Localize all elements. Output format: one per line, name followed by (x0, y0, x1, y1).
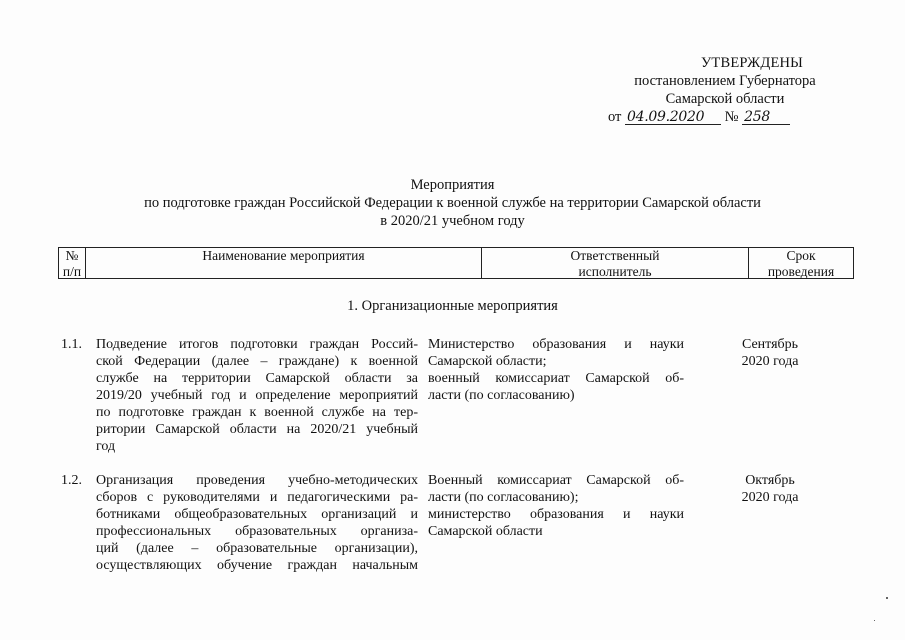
text-line: год (96, 439, 116, 454)
approval-number-label: № (724, 109, 739, 125)
row-term (718, 472, 822, 506)
header-num-line2: п/п (62, 264, 82, 279)
text-line: сборов с руководителями и педагогическими ра- (96, 490, 418, 505)
approval-decree-line: постановлением Губернатора (634, 73, 816, 89)
text-line: Организация проведения учебно-методических (96, 473, 418, 488)
table-header (58, 247, 854, 279)
row-responsible-text (428, 472, 684, 540)
header-responsible-line1: Ответственный (570, 248, 660, 263)
text-line: ласти (по согласованию) (428, 388, 575, 403)
approval-region-line: Самарской области (665, 91, 785, 107)
approval-from-label: от (608, 109, 622, 125)
text-line: ритории Самарской области на 2020/21 учебный (96, 422, 418, 437)
row-responsible-text (428, 336, 684, 404)
row-number: 1.2. (61, 473, 82, 488)
header-term-line2: проведения (767, 264, 835, 279)
term-year: 2020 года (741, 354, 799, 369)
text-line: Министерство образования и науки (428, 337, 684, 352)
text-line: Самарской области; (428, 354, 547, 369)
text-line: службе на территории Самарской области за (96, 371, 418, 386)
scan-speck (886, 597, 888, 599)
text-line: ботниками общеобразовательных организаций и (96, 507, 418, 522)
header-num-cell (59, 248, 86, 278)
text-line: военный комиссариат Самарской об- (428, 371, 684, 386)
document-title (0, 176, 905, 230)
text-line: Подведение итогов подготовки граждан Россий- (96, 337, 418, 352)
row-activity-text (96, 336, 418, 455)
text-line: осуществляющих обучение граждан начальным (96, 558, 418, 573)
approval-block (560, 54, 890, 126)
text-line: Самарской области (428, 524, 543, 539)
text-line: ской Федерации (далее – граждане) к военной (96, 354, 418, 369)
approval-number-handwritten: 258 (742, 110, 790, 125)
text-line: ласти (по согласованию); (428, 490, 579, 505)
term-month: Октябрь (745, 473, 795, 488)
text-line: министерство образования и науки (428, 507, 684, 522)
title-line-2: по подготовке граждан Российской Федерации к военной службе на территории Самарской области (144, 195, 761, 211)
title-line-3: в 2020/21 учебном году (380, 213, 525, 229)
row-term (718, 336, 822, 370)
header-term-cell (749, 248, 853, 278)
header-name-cell (86, 248, 482, 278)
title-line-1: Мероприятия (410, 177, 495, 193)
header-name: Наименование мероприятия (202, 248, 365, 263)
header-responsible-cell (482, 248, 749, 278)
row-activity-text (96, 472, 418, 574)
header-term-line1: Срок (786, 248, 816, 263)
approval-date-handwritten: 04.09.2020 (625, 110, 721, 125)
text-line: 2019/20 учебный год и определение мероприятий (96, 388, 418, 403)
header-num-line1: № (65, 248, 79, 263)
text-line: ций (далее – образовательные организации), (96, 541, 418, 556)
term-year: 2020 года (741, 490, 799, 505)
text-line: профессиональных образовательных организа- (96, 524, 418, 539)
approval-heading: УТВЕРЖДЕНЫ (700, 55, 804, 71)
term-month: Сентябрь (741, 337, 799, 352)
row-number: 1.1. (61, 337, 82, 352)
text-line: по подготовке граждан к военной службе на тер- (96, 405, 418, 420)
text-line: Военный комиссариат Самарской об- (428, 473, 684, 488)
section-title: 1. Организационные мероприятия (347, 298, 558, 314)
scan-speck (874, 620, 875, 621)
approval-date-line (560, 108, 890, 126)
header-responsible-line2: исполнитель (578, 264, 652, 279)
